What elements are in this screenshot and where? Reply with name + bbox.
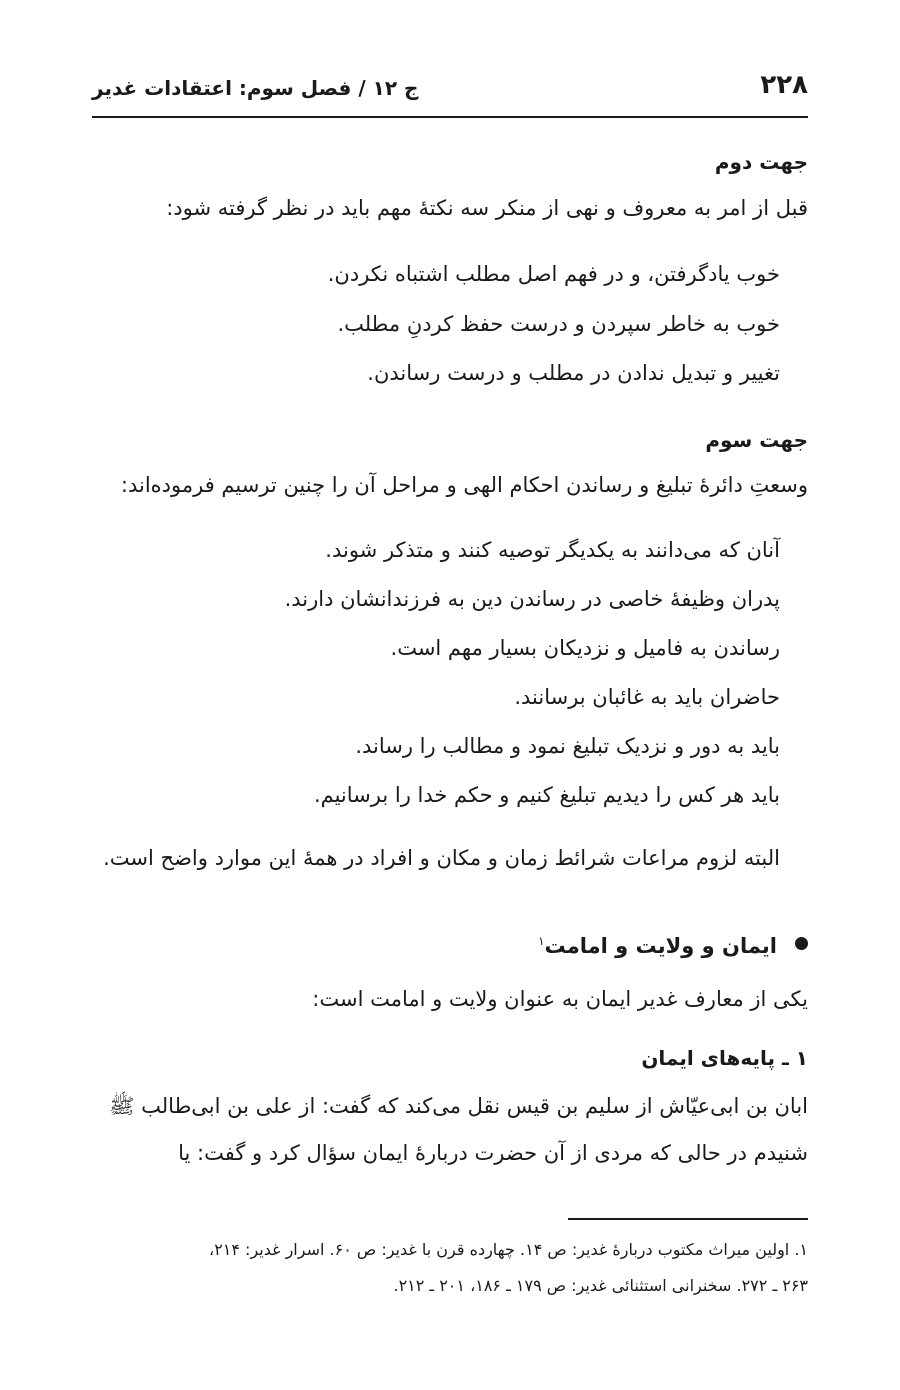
footnote-marker: ۱	[538, 934, 545, 948]
bullet-intro: یکی از معارف غدیر ایمان به عنوان ولایت و امامت است:	[312, 987, 808, 1011]
list-item: تغییر و تبدیل ندادن در مطلب و درست رساندن.	[367, 361, 780, 385]
section-closing: البته لزوم مراعات شرائط زمان و مکان و افراد در همهٔ این موارد واضح است.	[103, 846, 780, 870]
footnote-line: ۲۶۳ ـ ۲۷۲. سخنرانی استثنائی غدیر: ص ۱۷۹ ـ ۱۸۶، ۲۰۱ ـ ۲۱۲.	[393, 1276, 808, 1295]
bullet-icon	[795, 937, 808, 950]
list-item: خوب به خاطر سپردن و درست حفظ کردنِ مطلب.	[337, 312, 780, 336]
section-heading-second: جهت دوم	[714, 150, 808, 174]
footnote-rule	[568, 1218, 808, 1220]
subsection-heading: ۱ ـ پایه‌های ایمان	[641, 1046, 808, 1070]
paragraph-line: شنیدم در حالی که مردی از آن حضرت دربارهٔ ایمان سؤال کرد و گفت: یا	[178, 1141, 808, 1165]
section-intro-third: وسعتِ دائرهٔ تبلیغ و رساندن احکام الهی و مراحل آن را چنین ترسیم فرموده‌اند:	[120, 473, 808, 497]
bullet-heading-text	[538, 934, 777, 958]
header-rule	[92, 116, 808, 118]
list-item: پدران وظیفهٔ خاصی در رساندن دین به فرزندانشان دارند.	[284, 587, 780, 611]
list-item: رساندن به فامیل و نزدیکان بسیار مهم است.	[390, 636, 780, 660]
bullet-heading	[538, 934, 808, 958]
bullet-heading-label: ایمان و ولایت و امامت	[544, 934, 777, 958]
section-heading-third: جهت سوم	[705, 428, 808, 452]
running-title: ج ۱۲ / فصل سوم: اعتقادات غدیر	[92, 76, 419, 100]
list-item: خوب یادگرفتن، و در فهم اصل مطلب اشتباه نکردن.	[327, 262, 780, 286]
paragraph-line: ابان بن ابی‌عیّاش از سلیم بن قیس نقل می‌کند که گفت: از علی بن ابی‌طالب ﷺ	[109, 1094, 808, 1118]
list-item: باید به دور و نزدیک تبلیغ نمود و مطالب را رساند.	[355, 734, 780, 758]
section-intro-second: قبل از امر به معروف و نهی از منکر سه نکتهٔ مهم باید در نظر گرفته شود:	[166, 196, 808, 220]
footnote-line: ۱. اولین میراث مکتوب دربارهٔ غدیر: ص ۱۴. چهارده قرن با غدیر: ص ۶۰. اسرار غدیر: ۲۱۴،	[209, 1240, 808, 1259]
list-item: باید هر کس را دیدیم تبلیغ کنیم و حکم خدا را برسانیم.	[313, 783, 780, 807]
list-item: حاضران باید به غائبان برسانند.	[514, 685, 780, 709]
page-number: ۲۲۸	[760, 70, 808, 100]
list-item: آنان که می‌دانند به یکدیگر توصیه کنند و متذکر شوند.	[325, 538, 780, 562]
